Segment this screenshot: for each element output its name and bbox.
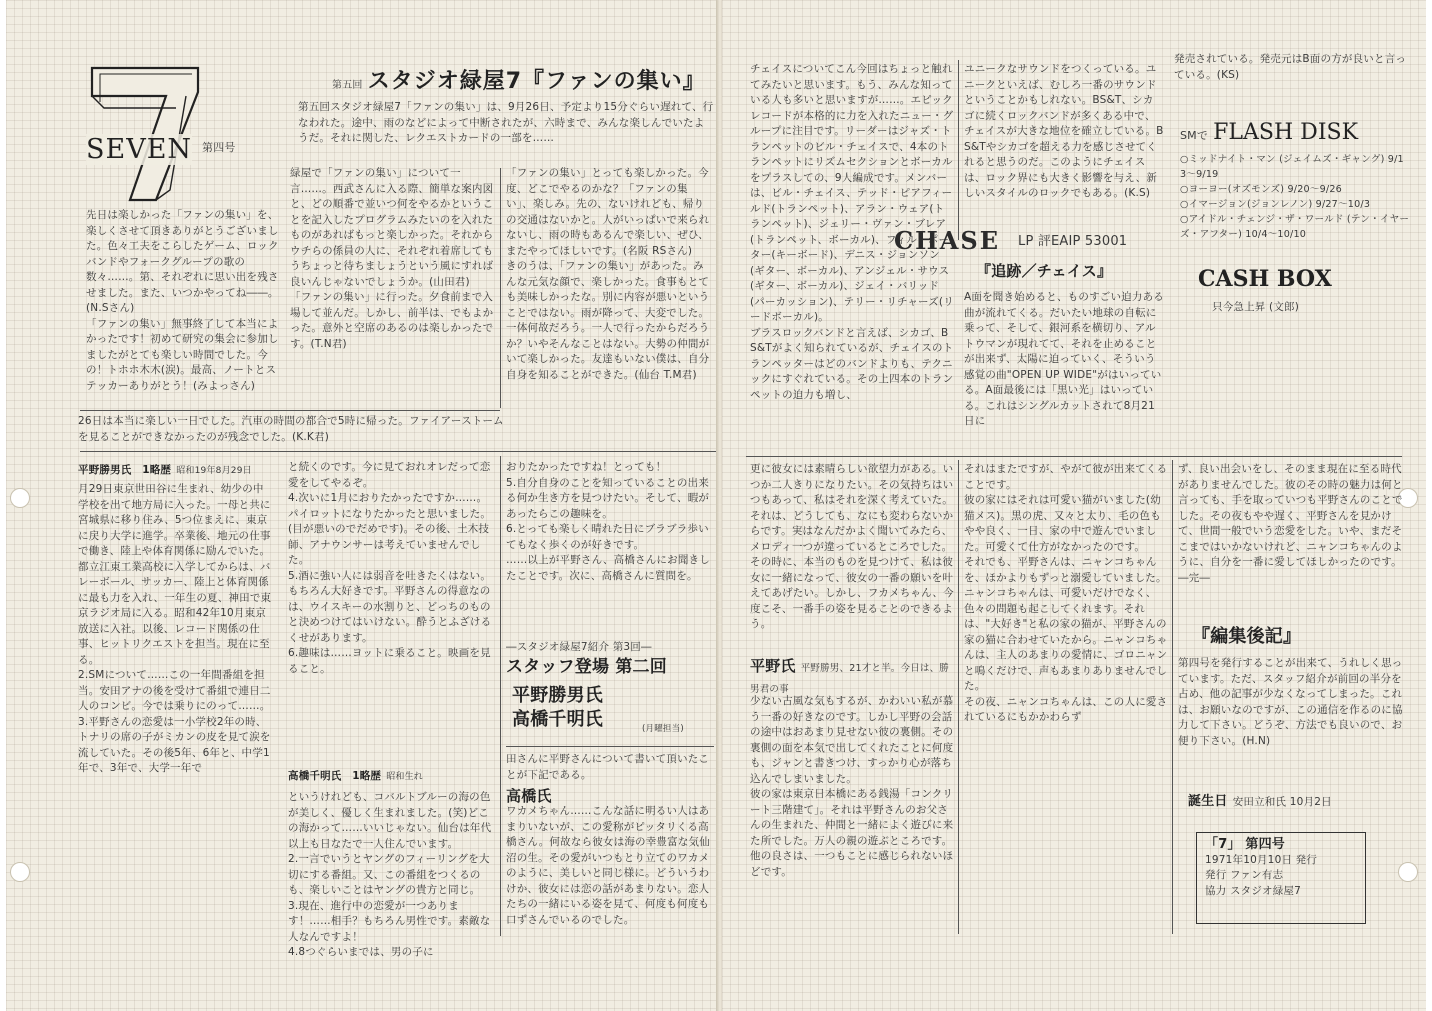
lp-number: LP 評EAIP 53001 xyxy=(1018,234,1128,249)
birthday-text: 安田立和氏 10月2日 xyxy=(1232,796,1332,808)
flash-title: FLASH DISK xyxy=(1213,120,1359,145)
letters-footer: 26日は本当に楽しい一日でした。汽車の時間の都合で5時に帰った。ファイアーストームを見ることができなかったのが残念でした。(K.K君) xyxy=(78,415,504,443)
takahashi-col2: というけれども、コバルトブルーの海の色が美しく、優しく生まれました。(笑)どこの海かって……いいじゃない。仙台は年代以上も日なたで一人住んでいます。 2.一言でいうとヤングのフィーリングを大切にする番組。又、この番組をつくるのも、楽しいことはヤングの貴方と同じ。 3.現在、進行中の恋愛が一つあります！……相手？もちろん男性です。素敵な人なんですよ！ 4.8つぐらいまでは、男の子に xyxy=(288,791,492,958)
chase-col3-bottom: ず、良い出会いをし、そのまま現在に至る時代がありませんでした。彼のその時の魅力は何と言っても、手を取っていつも平野さんのことでした。その夜もやや遅く、平野さんを見かけて、世間一般でいう恋愛をした。いや、まだそこまではいかないけれど、ニャンコちゃんのように、自分を一番に愛してほしかったのです。 ―完― xyxy=(1178,463,1403,584)
feature-title-block xyxy=(332,64,712,98)
birthday-block xyxy=(1188,790,1408,824)
colophon-box xyxy=(1196,832,1366,924)
staff-name-takahashi: 高橋千明氏 xyxy=(512,709,603,730)
colophon-date: 1971年10月10日 発行 xyxy=(1205,853,1318,866)
takahashi-sub-heading: 高橋氏 xyxy=(506,787,552,805)
flash-item: ○ミッドナイト・マン (ジェイムズ・ギャング) 9/13〜9/19 xyxy=(1180,154,1404,180)
letters-col1: 先日は楽しかった「ファンの集い」を、楽しくさせて頂きありがとうございました。色々工夫をこらしたゲーム、ロックバンドやフォークグループの歌の数々……。第、それぞれに思い出を残させました。また、いつかやってね――。(N.Sさん) 「ファンの集い」無事終了して本当によかったです！初めて研究の集会に参加しましたがとても楽しい時間でした。今の！トホホ木木(涙)。最高、ノートとステッカーありがとう！(みよっさん) xyxy=(86,209,279,392)
right-page xyxy=(722,0,1426,1011)
hirano-sub2: 平野勝男、21才と半。今日は、勝男君の事 xyxy=(750,663,949,695)
chase-col2-bottom: それはまたですが、やがて彼が出来てくることです。 彼の家にはそれは可愛い猫がいました(幼猫メス)。黒の虎、又々と太り、毛の色もやや良く、一日、家の中で遊んでいました。可愛くて仕方がなかったのです。 それでも、平野さんは、ニャンコちゃんを、ほかよりもずっと溺愛していました。ニャンコちゃんは、可愛いだけでなく、色々の問題も起こしてくれます。それは、"大好き"と私の家の猫が、平野さんの家の猫に合わせていたから。ニャンコちゃんは、主人のあまりの愛情に、ゴロニャンと鳴くだけで、声もあまりありませんでした。 その夜、ニャンコちゃんは、この人に愛されているにもかかわらず xyxy=(964,463,1168,723)
hirano-heading: 平野勝男氏 1略歴 xyxy=(78,464,172,476)
hirano-profile-heading xyxy=(78,458,278,480)
binder-hole xyxy=(10,862,30,882)
takahashi-heading: 高橋千明氏 1略歴 xyxy=(288,770,382,782)
cashbox-title: CASH BOX xyxy=(1198,266,1332,292)
binder-hole xyxy=(1398,862,1418,882)
profiles-col3-bottom: ワカメちゃん……こんな話に明るい人はあまりいないが、この愛称がピッタリくる高橋さん。何故なら彼女は海の幸豊富な気仙沼の生。その愛がいつもとり立てのワカメのように、美しいと同じ様に。どういうわけか、彼女には恋の話があまりない。恋人たちの一緒にいる姿を見て、何度も何度も口ずさんでいるのでした。 xyxy=(506,805,710,926)
chase-col2: ユニークなサウンドをつくっている。ユニークといえば、むしろ一番のサウンドということかもしれない。BS&T、シカゴに続くロックバンドが多くある中で、チェイスが大きな地位を確立している。BS&Tやシカゴを超える力を感じさせてくれると思うのだ。このようにチェイスは、ロック界にも大きく影響を与え、新しいスタイルのロックでもある。(K.S) xyxy=(964,63,1164,199)
profiles-col3-top: おりたかったですね！とっても！ 5.自分自身のことを知っていることの出来る何か生き方を見つけたい。そして、暇があったらこの趣味を。 6.とっても楽しく晴れた日にブラブラ歩いてもなく歩くのが好きです。 ……以上が平野さん、高橋さんにお聞きしたことです。次に、高橋さんに質問を。 xyxy=(506,461,710,582)
letters-col2: 緑屋で「ファンの集い」について一言……。西武さんに入る際、簡単な案内図と、どの順番で並いつ何をやるかということを記入したプログラムみたいのを入れたものがあればもっと楽しかった。それからウチらの係員の人に、それぞれ着席してもうちょっと待ちましょうという風にすれば良いんじゃないでしょうか。(山田君) 「ファンの集い」に行った。夕食前まで入場して並んだ。しかし、前半は、でもよかった。意外と空席のあるのは楽しかったです。(T.N君) xyxy=(290,167,494,350)
chase-col1-bottom2: 少ない古風な気もするが、かわいい私が慕う一番の好きなのです。しかし平野の会話の途中はおあまり見せない彼の裏側。その裏側の面を本気で出してくれたことに何度も、ジャンと書きつけ、すっかり心が落ち込んでしまいました。 彼の家は東京日本橋にある銭湯「コンクリート三階建て」。それは平野さんのお父さんの生まれた、仲間と一緒によく遊びに来た所でした。万人の親の遊ぶところです。他の良さは、一つもことに感じられないほどです。 xyxy=(750,695,954,878)
flash-list xyxy=(1180,152,1412,246)
issue-number: 第四号 xyxy=(202,141,236,154)
hirano-sub: 平野氏 xyxy=(750,657,796,675)
flash-item: ○イマージョン(ジョンレノン) 9/27〜10/3 xyxy=(1180,199,1371,210)
chase-col1-bottom: 更に彼女には素晴らしい欲望力がある。いつか二人きりになりたい。その気持ちはいつもあって、私はそれを深く考えていた。 それは、どうしても、なにも変わらないからです。実はなんだかよく聞いてみたら、メロディ一つが違っているところでした。その時に、本当のものを見つけて、私は彼女に一緒になって、彼女の一番の願いを叶えてあげたい。しかし、フカメちゃん、今度こそ、一番手の姿を見ることのできるよう。 xyxy=(750,463,954,630)
colophon-cooperation: 協力 スタジオ緑屋7 xyxy=(1205,884,1302,897)
chase-logo: CHASE xyxy=(894,226,1001,255)
colophon-title: 「7」 第四号 xyxy=(1205,837,1285,852)
flash-disk-heading xyxy=(1180,120,1410,150)
chase-col1: チェイスについてこん今回はちょっと触れてみたいと思います。もう、みんな知っている人も多いと思いますが……。エピックレコードが本格的に力を入れたニュー・グループに注目です。リーダーはジャズ・トランペットのビル・チェイスで、4本のトランペットにリズムセクションとボーカルをプラスしての、9人編成です。メンバーは、ビル・チェイス、テッド・ピアフィールド(トランペット)、アラン・ウェア(トランペット)、ジェリー・ヴァン・ブレア(トランペット、ボーカル)、フィル・ポーター(キーボード)、デニス・ジョンソン(ギター、ボーカル)、アンジェル・サウス(ギター、ボーカル)、ジェイ・バリッド(パーカッション)、テリー・リチャーズ(リードボーカル)。 ブラスロックバンドと言えば、シカゴ、BS&Tがよく知られているが、チェイスのトランペッターはどのバンドよりも、テクニックにすぐれている。その上四本のトランペットの迫力も増し、 xyxy=(750,63,954,401)
birthday-label: 誕生日 xyxy=(1188,794,1228,809)
editorial-title: 『編集後記』 xyxy=(1192,626,1302,647)
profiles-col3-body: 田さんに平野さんについて書いて頂いたことが下記である。 xyxy=(506,753,710,781)
flash-item: ○アイドル・チェンジ・ザ・ワールド (テン・イヤーズ・アフター) 10/4〜10/10 xyxy=(1180,214,1410,240)
flash-intro: 発売されている。発売元はB面の方が良いと言っている。(KS) xyxy=(1174,53,1407,81)
staff-kicker: ―スタジオ緑屋7紹介 第3回― xyxy=(506,641,652,653)
hirano-col2: と続くのです。今に見ておれオレだって恋愛をしてやるぞ。 4.次いに1月におりたかったですか……。パイロットになりたかったと思いました。(目が悪いのでだめです)。その後、土木技師、アナウンサーは考えていませんでした。 5.酒に強い人には弱音を吐きたくはない。もちろん大好きです。平野さんの得意なのは、ウイスキーの水割りと、どっちのものと決めつけてはいけない。酔うとふざけるくせがあります。 6.趣味は……ヨットに乗ること。映画を見ること。 xyxy=(288,461,492,675)
flash-prefix: SMで xyxy=(1180,129,1209,142)
binder-hole xyxy=(10,488,30,508)
album-text: A面を聞き始めると、ものすごい迫力ある曲が流れてくる。だいたい地球の自転に乗って、そして、銀河系を横切り、アルトウマンが現れてて、それを止めることが出来ず、太陽に迫っていく、そういう感覚の曲"OPEN UP WIDE"がはいっている。A面最後には「黒い光」はいっている。これはシングルカットされて8月21日に xyxy=(964,291,1164,427)
album-title: 『追跡／チェイス』 xyxy=(976,262,1113,280)
flash-item: ○ヨーヨー(オズモンズ) 9/20〜9/26 xyxy=(1180,184,1342,195)
feature-kicker: 第五回 xyxy=(332,80,363,91)
staff-name-hirano: 平野勝男氏 xyxy=(512,685,603,706)
staff-title: スタッフ登場 第二回 xyxy=(506,657,667,677)
takahashi-profile-heading xyxy=(288,764,492,786)
hirano-col1: 月29日東京世田谷に生まれ、幼少の中学校を出て地方局に入った。一母と共に宮城県に移り住み、5つ位まえに、東京に戻り大学に進学。卒業後、地元の仕事で働き、陸上や体育関係に励んでいた。都立江東工業高校に入学してからは、バレーボール、サッカー、陸上と体育関係に最も力を入れ、一年生の夏、神田で東京ラジオ局に入る。昭和42年10月東京放送に入社。以後、レコード関係の仕事、ヒットリクエストを担当。現在に至る。 2.SMについて……この一年間番組を担当。安田アナの後を受けて番組で連日二人のコンビ。今では乗りにのって……。 3.平野さんの恋愛は一小学校2年の時、トナリの席の子がミカンの皮を見て涙を流していた。その後5年、6年と、中学1年で、3年で、大学一年で xyxy=(78,483,272,774)
hirano-dates: 昭和19年8月29日 xyxy=(176,466,252,476)
left-page xyxy=(6,0,718,1011)
colophon-publisher: 発行 ファン有志 xyxy=(1205,869,1284,881)
seven-numeral-icon xyxy=(86,62,206,202)
seven-logo xyxy=(86,62,206,202)
staff-note: (月曜担当) xyxy=(642,724,684,734)
feature-intro: 第五回スタジオ緑屋7「ファンの集い」は、9月26日、予定より15分ぐらい遅れて、行なわれた。途中、雨のなどによって中断されたが、六時まで、みんな楽しんでいたようだ。それに関した、レクエストカードの一部を…… xyxy=(298,101,714,144)
letters-col3: 「ファンの集い」とっても楽しかった。今度、どこでやるのかな？「ファンの集い」、楽しみ。先の、ないけれども、帰りの交通はないかと。人がいっぱいで来られないし、雨の時もあるんで楽しい、ぜひ、またやってほしいです。(名阪 RSさん) きのうは、「ファンの集い」があった。みんな元気な顔で、楽しかった。食事もとても美味しかったな。別に内容が悪いということではない。雨が降って、大変でした。一体何故だろう。一人で行ったからだろうか？いやそんなことはない。大勢の仲間がいて楽しかった。友達もいない僕は、自分自身を知ることができた。(仙台 T.M君) xyxy=(506,167,710,381)
editorial-text: 第四号を発行することが出来て、うれしく思っています。ただ、スタッフ紹介が前回の半分を占め、他の記事が少なくなってしまった。これは、お願いなのですが、この通信を作るのに協力して下さい。どうぞ、方法でも良いので、お便り下さい。(H.N) xyxy=(1178,657,1403,747)
logo-word: SEVEN xyxy=(86,134,193,165)
cashbox-note: 只今急上昇 (文郎) xyxy=(1212,301,1300,313)
takahashi-dates: 昭和生れ xyxy=(386,772,424,782)
hirano-sub-heading xyxy=(750,656,954,695)
feature-title: スタジオ緑屋7『ファンの集い』 xyxy=(367,69,706,94)
